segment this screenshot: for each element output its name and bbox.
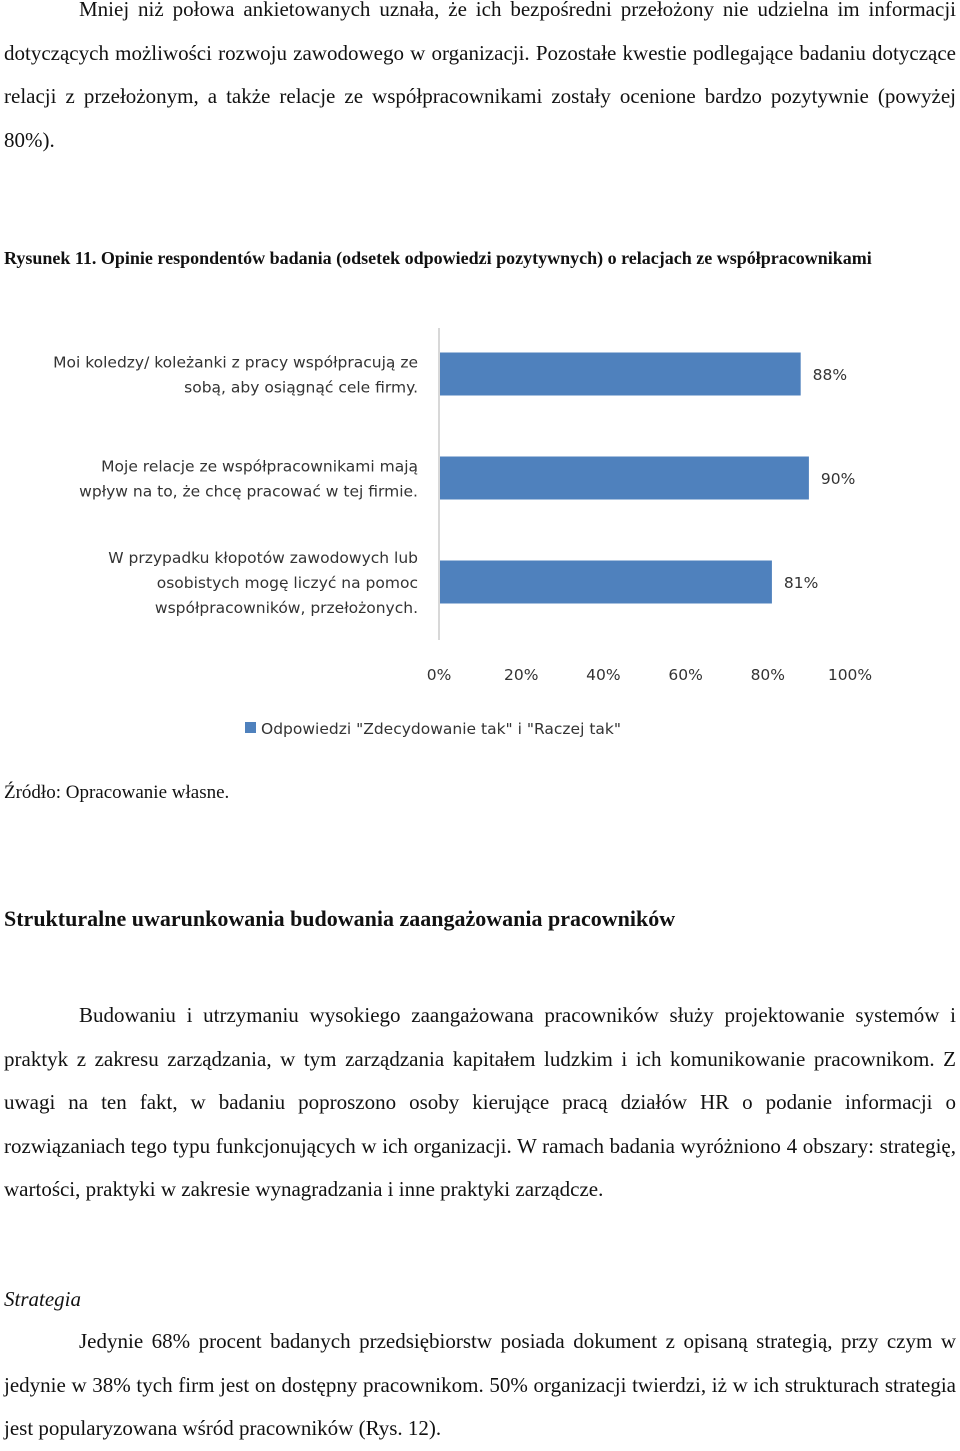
intro-paragraph: Mniej niż połowa ankietowanych uznała, że ich bezpośredni przełożony nie udzielna im informacji dotyczących możliwości rozwoju zawodowego w organizacji. Pozostałe kwestie podlegające badaniu dotyczące relacji z przełożonym, a także relacje ze współpracownikami zostały ocenione bardzo pozytywnie (powyżej 80%). [4, 0, 956, 152]
x-tick-label: 80% [750, 666, 786, 684]
x-tick-label: 60% [668, 666, 703, 684]
category-label: Moi koledzy/ koleżanki z pracy współpracują ze [53, 353, 418, 372]
category-label: sobą, aby osiągnąć cele firmy. [184, 378, 418, 397]
category-label: wpływ na to, że chcę pracować w tej firmie. [79, 482, 418, 501]
bar [440, 561, 772, 604]
bar-value-label: 81% [783, 574, 819, 592]
category-label: osobistych mogę liczyć na pomoc [156, 574, 418, 592]
figure-caption: Rysunek 11. Opinie respondentów badania (odsetek odpowiedzi pozytywnych) o relacjach ze współpracownikami [4, 248, 872, 268]
legend-swatch [245, 722, 256, 733]
bar-chart [0, 320, 960, 760]
section-heading: Strukturalne uwarunkowania budowania zaangażowania pracowników [4, 906, 676, 931]
figure-source: Źródło: Opracowanie własne. [4, 782, 230, 803]
x-tick-label: 100% [827, 666, 873, 684]
x-tick-label: 0% [426, 666, 452, 684]
bar-value-label: 90% [820, 470, 856, 488]
bar-value-label: 88% [812, 366, 848, 384]
category-label: Moje relacje ze współpracownikami mają [101, 457, 418, 476]
bar [440, 353, 801, 396]
bars [440, 353, 809, 604]
section-body-paragraph: Budowaniu i utrzymaniu wysokiego zaangażowana pracowników służy projektowanie systemów i praktyk z zakresu zarządzania, w tym zarządzania kapitałem ludzkim i ich komunikowanie pracownikom. Z uwagi na ten fakt, w badaniu poproszono osoby kierujące pracą działów HR o podanie informacji o rozwiązaniach tego typu funkcjonujących w ich organizacji. W ramach badania wyróżniono 4 obszary: strategię, wartości, praktyki w zakresie wynagradzania i inne praktyki zarządcze. [4, 1003, 956, 1201]
x-tick-label: 40% [586, 666, 621, 684]
category-labels [53, 354, 418, 618]
x-tick-labels [427, 666, 872, 684]
legend-label: Odpowiedzi "Zdecydowanie tak" i "Raczej tak" [261, 720, 622, 738]
strategy-heading: Strategia [4, 1287, 81, 1311]
x-tick-label: 20% [503, 666, 539, 684]
legend [245, 720, 621, 738]
strategy-body-paragraph: Jedynie 68% procent badanych przedsiębiorstw posiada dokument z opisaną strategią, przy czym w jedynie w 38% tych firm jest on dostępny pracownikom. 50% organizacji twierdzi, iż w ich strukturach strategia jest popularyzowana wśród pracowników (Rys. 12). [4, 1329, 956, 1440]
bar [440, 457, 809, 500]
category-label: współpracowników, przełożonych. [154, 599, 418, 617]
category-label: W przypadku kłopotów zawodowych lub [108, 549, 418, 567]
